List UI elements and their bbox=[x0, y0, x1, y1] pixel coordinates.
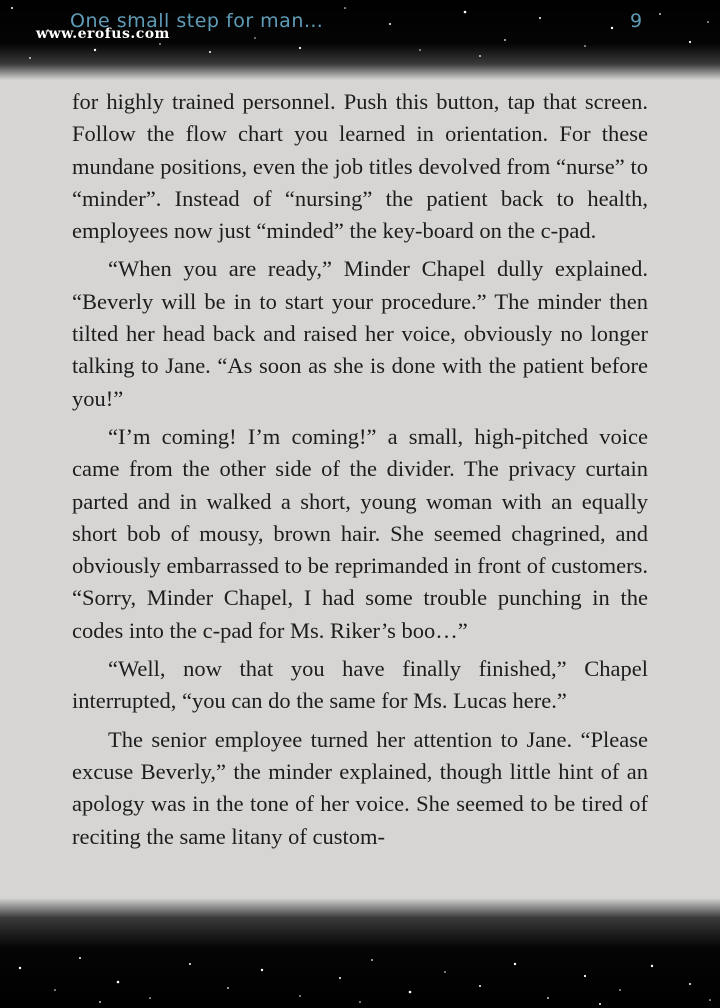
paragraph-2: “When you are ready,” Minder Chapel dully explained. “Beverly will be in to start your procedure.” The minder then tilted her head back and raised her voice, obviously no longer talking to Jane. “As soon as she is done with the patient before you!” bbox=[72, 256, 648, 411]
paragraph-5: The senior employee turned her attention to Jane. “Please excuse Beverly,” the minder explained, though little hint of an apology was in the tone of her voice. She seemed to be tired of reciting the same litany of custom- bbox=[72, 726, 648, 849]
footer-stars bbox=[0, 898, 720, 1008]
paragraph-3: “I’m coming! I’m coming!” a small, high-pitched voice came from the other side of the divider. The privacy curtain parted and in walked a short, young woman with an equally short bob of mousy, brown hair. She seemed chagrined, and obviously embarrassed to be reprimanded in front of customers. “Sorry, Minder Chapel, I had some trouble punching in the codes into the c-pad for Ms. Riker’s boo…” bbox=[72, 423, 648, 643]
watermark: www.erofus.com bbox=[36, 26, 170, 42]
paragraph-1: for highly trained personnel. Push this button, tap that screen. Follow the flow chart you learned in orientation. For these mundane positions, even the job titles devolved from “nurse” to “minder”. Instead of “nursing” the patient back to health, employees now just “minded” the key-board on the c-pad. bbox=[72, 89, 648, 244]
footer-starfield bbox=[0, 898, 720, 1008]
paragraph-4: “Well, now that you have finally finished,” Chapel interrupted, “you can do the same for Ms. Lucas here.” bbox=[72, 656, 648, 714]
running-header-title: One small step for man… bbox=[70, 10, 324, 32]
page-number: 9 bbox=[630, 10, 643, 32]
body-text bbox=[72, 86, 648, 859]
